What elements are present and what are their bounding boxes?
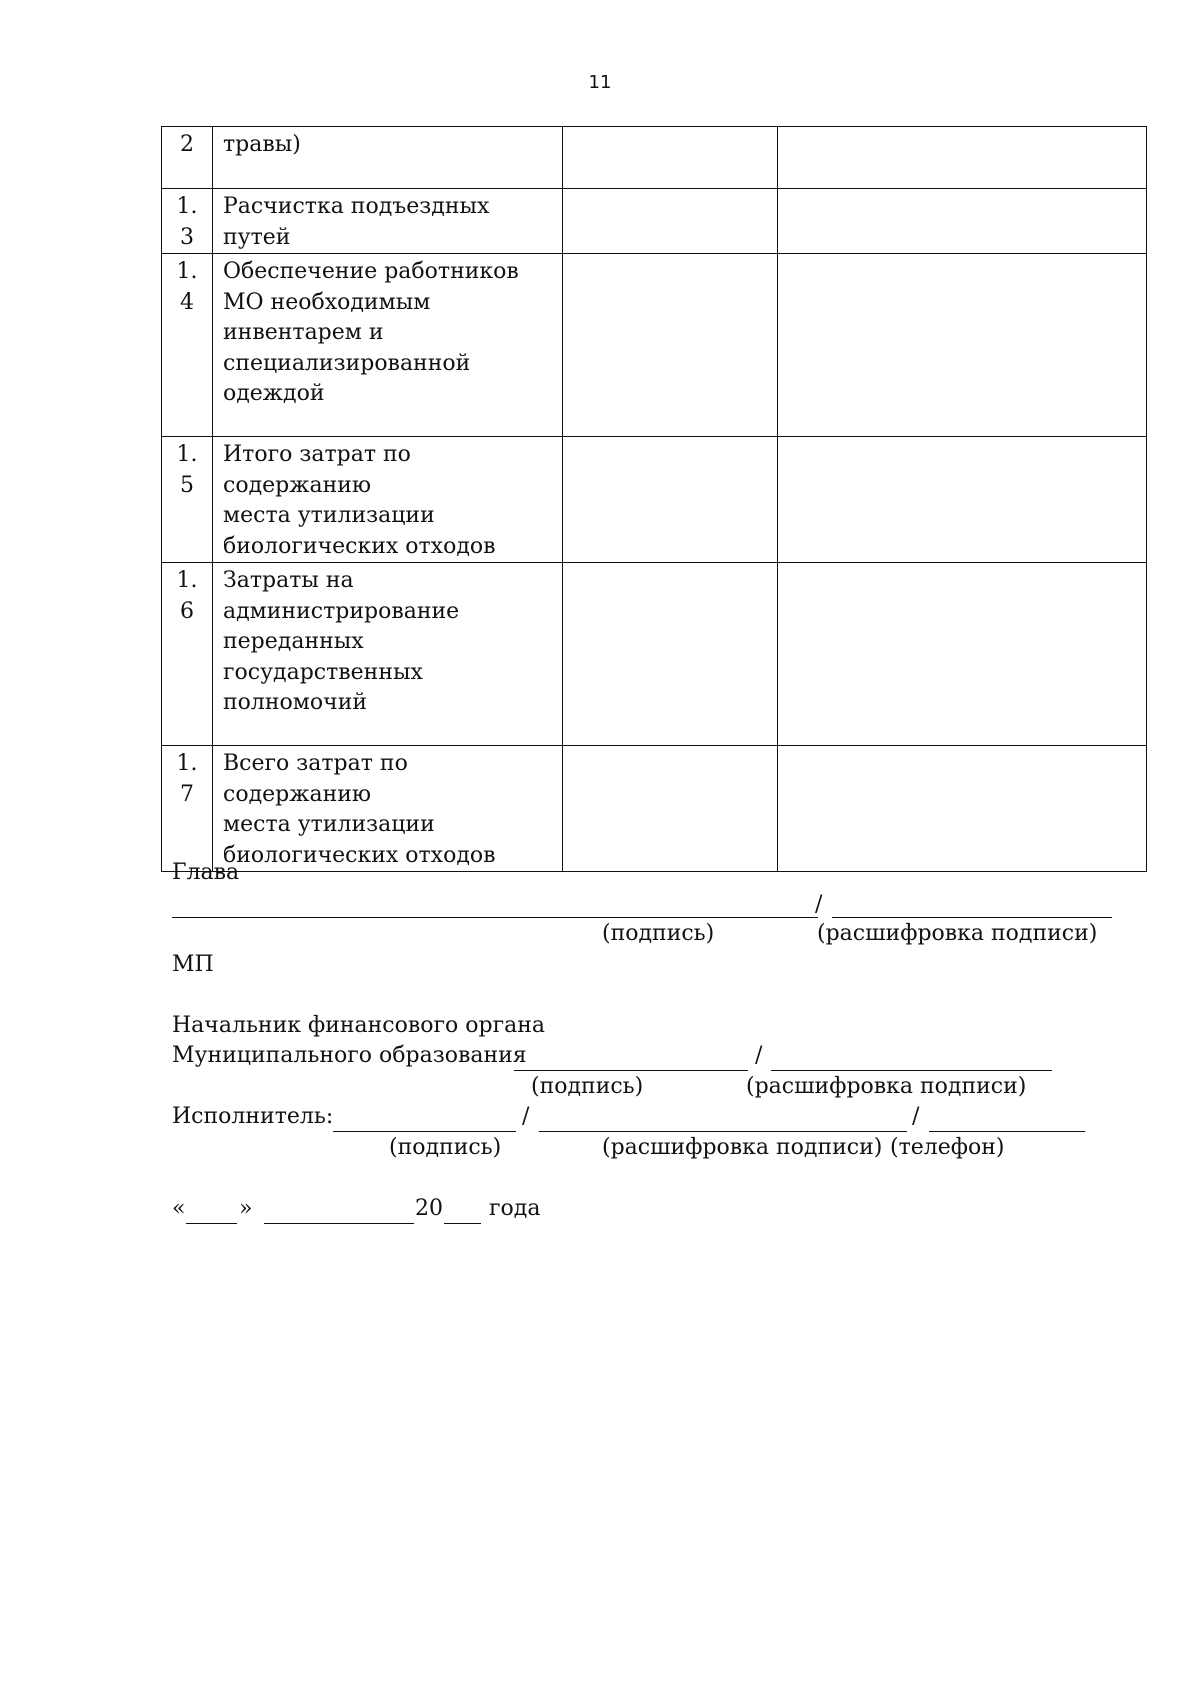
row-number-cell: 1. 6 (162, 563, 213, 746)
executor-decoding-line[interactable] (539, 1131, 907, 1132)
table-row (162, 189, 1147, 254)
executor-signature-line[interactable] (333, 1131, 516, 1132)
executor-slash-2: / (912, 1104, 920, 1129)
finance-signature-caption: (подпись) (531, 1074, 644, 1099)
date-month-line[interactable] (264, 1223, 414, 1224)
finance-title-line1: Начальник финансового органа (172, 1013, 546, 1038)
item-description-cell: Обеспечение работников МО необходимым инвентарем и специализированной одеждой (213, 254, 563, 437)
value-cell[interactable] (778, 254, 1147, 437)
date-close-quote: » (239, 1196, 253, 1221)
head-decoding-caption: (расшифровка подписи) (817, 921, 1098, 946)
table-row (162, 127, 1147, 189)
value-cell[interactable] (778, 127, 1147, 189)
value-cell[interactable] (778, 563, 1147, 746)
value-cell[interactable] (563, 746, 778, 872)
table-row (162, 254, 1147, 437)
table-row (162, 746, 1147, 872)
date-open-quote: « (172, 1196, 186, 1221)
date-year-line[interactable] (444, 1223, 481, 1224)
executor-decoding-caption: (расшифровка подписи) (602, 1135, 883, 1160)
value-cell[interactable] (778, 437, 1147, 563)
table-row (162, 437, 1147, 563)
page-number: 11 (588, 72, 612, 93)
executor-slash-1: / (522, 1104, 530, 1129)
finance-title-line2: Муниципального образования (172, 1043, 527, 1068)
head-slash: / (815, 892, 823, 917)
date-day-line[interactable] (186, 1223, 237, 1224)
table-row (162, 563, 1147, 746)
value-cell[interactable] (563, 127, 778, 189)
finance-signature-line[interactable] (514, 1070, 748, 1071)
value-cell[interactable] (778, 189, 1147, 254)
row-number-cell: 1. 3 (162, 189, 213, 254)
value-cell[interactable] (563, 254, 778, 437)
head-signature-line[interactable] (172, 917, 818, 918)
head-decoding-line[interactable] (832, 917, 1112, 918)
head-label: Глава (172, 860, 240, 885)
finance-decoding-line[interactable] (771, 1070, 1052, 1071)
cost-table (161, 126, 1147, 872)
row-number-cell: 2 (162, 127, 213, 189)
cost-table-body (162, 127, 1147, 872)
value-cell[interactable] (563, 437, 778, 563)
stamp-label: МП (172, 952, 214, 977)
executor-phone-caption: (телефон) (890, 1135, 1005, 1160)
date-year-suffix: года (489, 1196, 541, 1221)
row-number-cell: 1. 7 (162, 746, 213, 872)
value-cell[interactable] (563, 189, 778, 254)
row-number-cell: 1. 4 (162, 254, 213, 437)
value-cell[interactable] (563, 563, 778, 746)
value-cell[interactable] (778, 746, 1147, 872)
item-description-cell: Расчистка подъездных путей (213, 189, 563, 254)
head-signature-caption: (подпись) (602, 921, 715, 946)
finance-slash: / (755, 1043, 763, 1068)
executor-signature-caption: (подпись) (389, 1135, 502, 1160)
date-year-prefix: 20 (415, 1196, 443, 1221)
executor-label: Исполнитель: (172, 1104, 334, 1129)
item-description-cell: травы) (213, 127, 563, 189)
executor-phone-line[interactable] (929, 1131, 1085, 1132)
row-number-cell: 1. 5 (162, 437, 213, 563)
item-description-cell: Затраты на администрирование переданных государственных полномочий (213, 563, 563, 746)
item-description-cell: Всего затрат по содержанию места утилизации биологических отходов (213, 746, 563, 872)
finance-decoding-caption: (расшифровка подписи) (746, 1074, 1027, 1099)
item-description-cell: Итого затрат по содержанию места утилизации биологических отходов (213, 437, 563, 563)
